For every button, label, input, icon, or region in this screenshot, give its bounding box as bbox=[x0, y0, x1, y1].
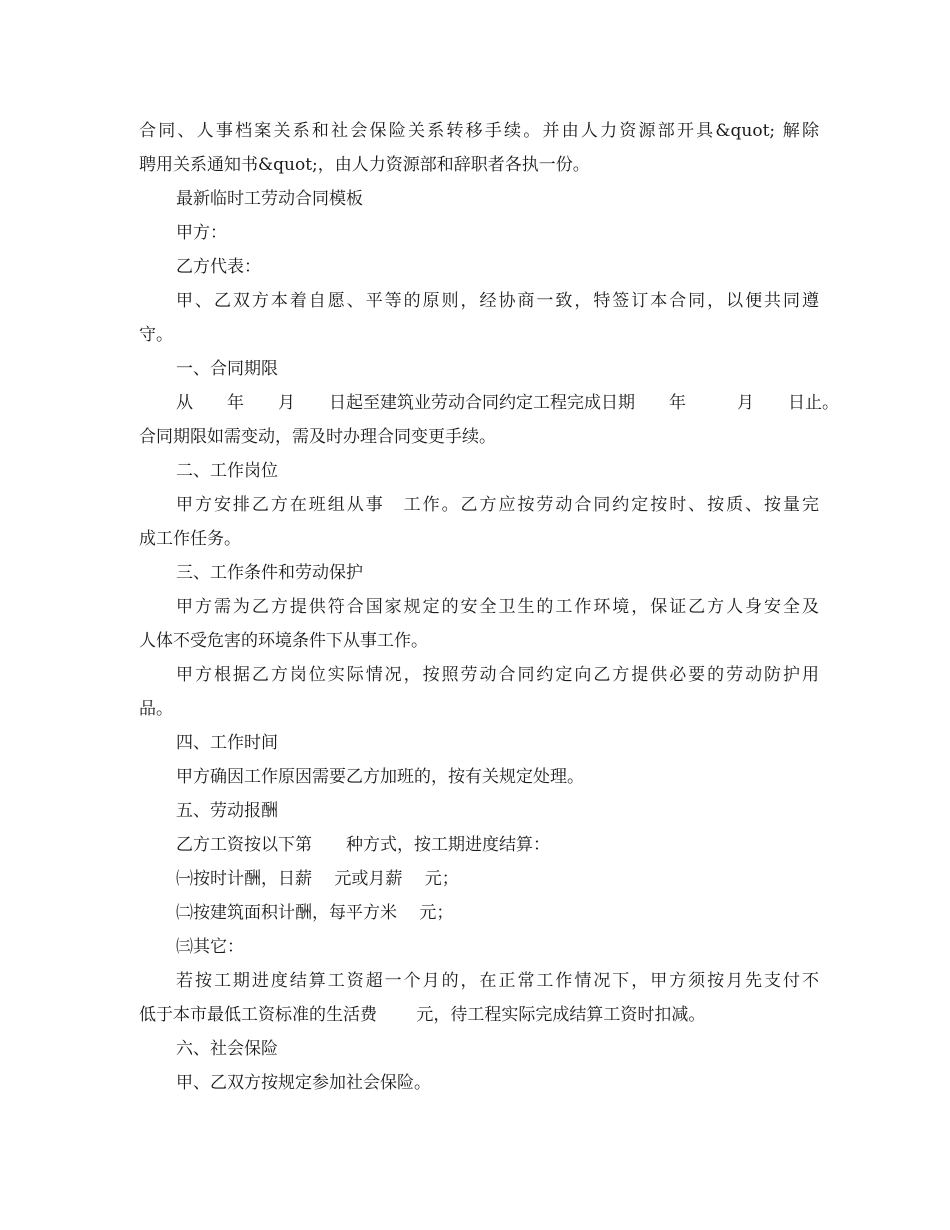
section-heading: 四、工作时间 bbox=[176, 733, 278, 753]
paragraph-line: 甲方安排乙方在班组从事 工作。乙方应按劳动合同约定按时、按质、按量完 bbox=[176, 495, 819, 515]
paragraph-line: 合同、人事档案关系和社会保险关系转移手续。并由人力资源部开具&quot; 解除 bbox=[139, 121, 819, 141]
paragraph-line: 若按工期进度结算工资超一个月的，在正常工作情况下，甲方须按月先支付不 bbox=[176, 971, 819, 991]
paragraph-line: 甲方需为乙方提供符合国家规定的安全卫生的工作环境，保证乙方人身安全及 bbox=[176, 597, 819, 617]
section-heading: 六、社会保险 bbox=[176, 1039, 278, 1059]
document-title: 最新临时工劳动合同模板 bbox=[176, 189, 363, 209]
paragraph-line: 聘用关系通知书&quot;，由人力资源部和辞职者各执一份。 bbox=[139, 155, 590, 175]
list-item: ㈠按时计酬，日薪 元或月薪 元； bbox=[176, 869, 459, 889]
paragraph-line: 低于本市最低工资标准的生活费 元，待工程实际完成结算工资时扣减。 bbox=[139, 1005, 706, 1025]
paragraph-line: 甲、乙双方按规定参加社会保险。 bbox=[176, 1073, 431, 1093]
section-heading: 五、劳动报酬 bbox=[176, 801, 278, 821]
paragraph-line: 乙方工资按以下第 种方式，按工期进度结算： bbox=[176, 835, 550, 855]
section-heading: 三、工作条件和劳动保护 bbox=[176, 563, 363, 583]
paragraph-line: 甲、乙双方本着自愿、平等的原则，经协商一致，特签订本合同，以便共同遵 bbox=[176, 291, 819, 311]
paragraph-line: 人体不受危害的环境条件下从事工作。 bbox=[139, 631, 428, 651]
party-a-label: 甲方： bbox=[176, 223, 227, 243]
party-b-label: 乙方代表： bbox=[176, 257, 261, 277]
section-heading: 一、合同期限 bbox=[176, 359, 278, 379]
paragraph-line: 甲方根据乙方岗位实际情况，按照劳动合同约定向乙方提供必要的劳动防护用 bbox=[176, 665, 819, 685]
paragraph-line: 合同期限如需变动，需及时办理合同变更手续。 bbox=[139, 427, 496, 447]
paragraph-line: 甲方确因工作原因需要乙方加班的，按有关规定处理。 bbox=[176, 767, 584, 787]
paragraph-line: 成工作任务。 bbox=[139, 529, 241, 549]
list-item: ㈢其它： bbox=[176, 937, 244, 957]
list-item: ㈡按建筑面积计酬，每平方米 元； bbox=[176, 903, 454, 923]
document-body bbox=[139, 114, 839, 1100]
section-heading: 二、工作岗位 bbox=[176, 461, 278, 481]
paragraph-line: 品。 bbox=[139, 699, 173, 719]
paragraph-line: 守。 bbox=[139, 325, 173, 345]
paragraph-line: 从 年 月 日起至建筑业劳动合同约定工程完成日期 年 月 日止。 bbox=[176, 393, 839, 413]
